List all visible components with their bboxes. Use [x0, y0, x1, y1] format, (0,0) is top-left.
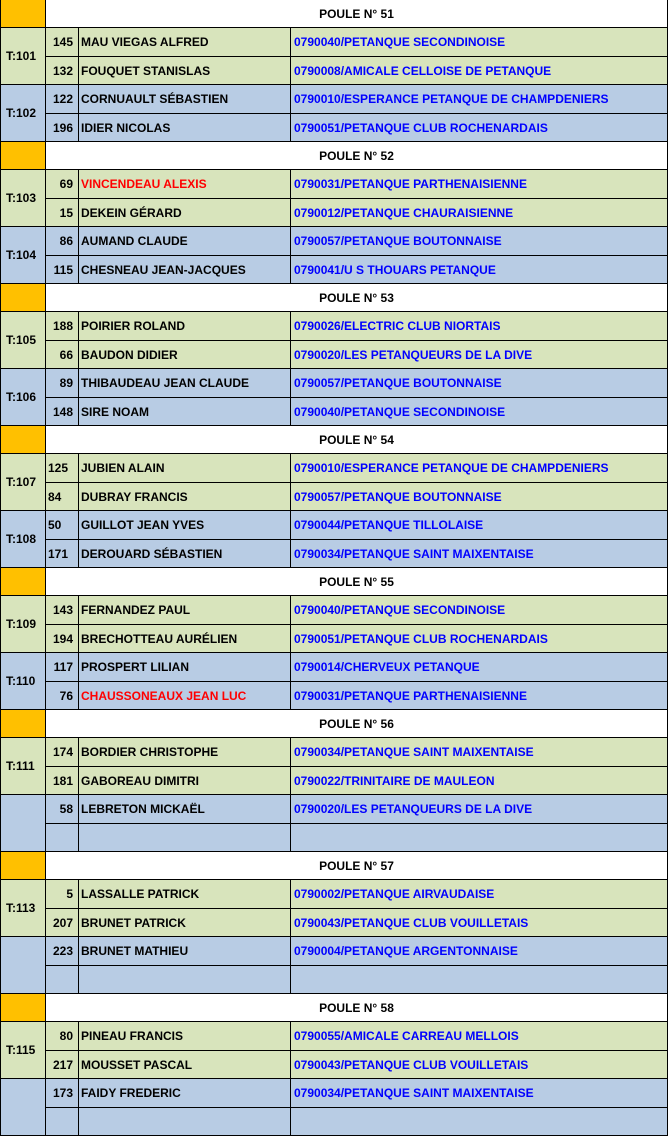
club-link[interactable]: 0790041/U S THOUARS PETANQUE — [291, 256, 668, 284]
player-name: MOUSSET PASCAL — [79, 1051, 291, 1079]
player-name: VINCENDEAU ALEXIS — [79, 170, 291, 198]
club-link[interactable]: 0790031/PETANQUE PARTHENAISIENNE — [291, 170, 668, 198]
player-row — [0, 937, 668, 965]
player-name: BRECHOTTEAU AURÉLIEN — [79, 625, 291, 653]
player-row — [0, 795, 668, 823]
club-link[interactable]: 0790040/PETANQUE SECONDINOISE — [291, 398, 668, 426]
poule-marker — [0, 994, 46, 1022]
poule-header-row — [0, 852, 668, 880]
player-row — [0, 511, 668, 539]
player-number — [46, 966, 79, 994]
poule-marker — [0, 0, 46, 28]
player-number: 207 — [46, 909, 79, 937]
club-link[interactable]: 0790055/AMICALE CARREAU MELLOIS — [291, 1022, 668, 1050]
player-row — [0, 1079, 668, 1107]
club-link[interactable]: 0790051/PETANQUE CLUB ROCHENARDAIS — [291, 625, 668, 653]
player-number: 143 — [46, 596, 79, 624]
club-link[interactable]: 0790040/PETANQUE SECONDINOISE — [291, 28, 668, 56]
club-link[interactable]: 0790022/TRINITAIRE DE MAULEON — [291, 767, 668, 795]
player-row — [0, 738, 668, 766]
poule-title: POULE N° 55 — [46, 568, 668, 596]
player-name: GABOREAU DIMITRI — [79, 767, 291, 795]
team-label: T:109 — [0, 596, 46, 653]
club-link[interactable]: 0790002/PETANQUE AIRVAUDAISE — [291, 880, 668, 908]
player-row — [0, 966, 668, 994]
poule-title: POULE N° 57 — [46, 852, 668, 880]
player-name: THIBAUDEAU JEAN CLAUDE — [79, 369, 291, 397]
player-number: 132 — [46, 57, 79, 85]
club-link[interactable]: 0790034/PETANQUE SAINT MAIXENTAISE — [291, 1079, 668, 1107]
player-row — [0, 540, 668, 568]
player-number: 145 — [46, 28, 79, 56]
player-number: 66 — [46, 341, 79, 369]
player-row — [0, 880, 668, 908]
club-link[interactable] — [291, 1108, 668, 1136]
poule-marker — [0, 852, 46, 880]
poule-title: POULE N° 52 — [46, 142, 668, 170]
club-link[interactable]: 0790043/PETANQUE CLUB VOUILLETAIS — [291, 909, 668, 937]
club-link[interactable]: 0790014/CHERVEUX PETANQUE — [291, 653, 668, 681]
team-label: T:104 — [0, 227, 46, 284]
player-row — [0, 483, 668, 511]
player-number: 89 — [46, 369, 79, 397]
poule-header-row — [0, 0, 668, 28]
player-row — [0, 57, 668, 85]
player-name: CHAUSSONEAUX JEAN LUC — [79, 682, 291, 710]
player-name: PROSPERT LILIAN — [79, 653, 291, 681]
team-label: T:107 — [0, 454, 46, 511]
club-link[interactable]: 0790034/PETANQUE SAINT MAIXENTAISE — [291, 540, 668, 568]
player-row — [0, 312, 668, 340]
player-row — [0, 596, 668, 624]
player-name: DEKEIN GÉRARD — [79, 199, 291, 227]
player-name: LASSALLE PATRICK — [79, 880, 291, 908]
player-name: SIRE NOAM — [79, 398, 291, 426]
player-name: FOUQUET STANISLAS — [79, 57, 291, 85]
player-number: 181 — [46, 767, 79, 795]
club-link[interactable]: 0790020/LES PETANQUEURS DE LA DIVE — [291, 341, 668, 369]
player-number: 125 — [46, 454, 79, 482]
team-label: T:113 — [0, 880, 46, 937]
poule-marker — [0, 142, 46, 170]
poule-marker — [0, 284, 46, 312]
player-number — [46, 824, 79, 852]
player-name: MAU VIEGAS ALFRED — [79, 28, 291, 56]
player-number — [46, 1108, 79, 1136]
player-row — [0, 85, 668, 113]
player-row — [0, 369, 668, 397]
team-label: T:103 — [0, 170, 46, 227]
player-row — [0, 909, 668, 937]
player-name: DEROUARD SÉBASTIEN — [79, 540, 291, 568]
player-row — [0, 398, 668, 426]
player-name — [79, 1108, 291, 1136]
club-link[interactable]: 0790004/PETANQUE ARGENTONNAISE — [291, 937, 668, 965]
player-number: 58 — [46, 795, 79, 823]
poule-header-row — [0, 994, 668, 1022]
team-label: T:102 — [0, 85, 46, 142]
team-label: T:110 — [0, 653, 46, 710]
player-name: DUBRAY FRANCIS — [79, 483, 291, 511]
club-link[interactable]: 0790010/ESPERANCE PETANQUE DE CHAMPDENIERS — [291, 454, 668, 482]
poule-title: POULE N° 54 — [46, 426, 668, 454]
club-link[interactable]: 0790008/AMICALE CELLOISE DE PETANQUE — [291, 57, 668, 85]
club-link[interactable]: 0790026/ELECTRIC CLUB NIORTAIS — [291, 312, 668, 340]
club-link[interactable]: 0790012/PETANQUE CHAURAISIENNE — [291, 199, 668, 227]
poule-title: POULE N° 58 — [46, 994, 668, 1022]
player-name — [79, 824, 291, 852]
player-row — [0, 1022, 668, 1050]
team-label: T:111 — [0, 738, 46, 795]
club-link[interactable] — [291, 824, 668, 852]
club-link[interactable]: 0790020/LES PETANQUEURS DE LA DIVE — [291, 795, 668, 823]
player-row — [0, 767, 668, 795]
poule-header-row — [0, 426, 668, 454]
poule-title: POULE N° 51 — [46, 0, 668, 28]
player-name: FAIDY FREDERIC — [79, 1079, 291, 1107]
player-number: 174 — [46, 738, 79, 766]
player-row — [0, 1108, 668, 1136]
player-row — [0, 341, 668, 369]
player-row — [0, 824, 668, 852]
player-name: IDIER NICOLAS — [79, 114, 291, 142]
player-number: 86 — [46, 227, 79, 255]
team-label: T:108 — [0, 511, 46, 568]
club-link[interactable]: 0790010/ESPERANCE PETANQUE DE CHAMPDENIERS — [291, 85, 668, 113]
player-name: GUILLOT JEAN YVES — [79, 511, 291, 539]
player-row — [0, 1051, 668, 1079]
player-row — [0, 682, 668, 710]
player-name: AUMAND CLAUDE — [79, 227, 291, 255]
club-link[interactable]: 0790057/PETANQUE BOUTONNAISE — [291, 483, 668, 511]
player-number: 217 — [46, 1051, 79, 1079]
player-number: 50 — [46, 511, 79, 539]
player-number: 117 — [46, 653, 79, 681]
player-name — [79, 966, 291, 994]
player-name: CORNUAULT SÉBASTIEN — [79, 85, 291, 113]
club-link[interactable]: 0790031/PETANQUE PARTHENAISIENNE — [291, 682, 668, 710]
player-name: CHESNEAU JEAN-JACQUES — [79, 256, 291, 284]
player-row — [0, 28, 668, 56]
club-link[interactable]: 0790034/PETANQUE SAINT MAIXENTAISE — [291, 738, 668, 766]
club-link[interactable]: 0790051/PETANQUE CLUB ROCHENARDAIS — [291, 114, 668, 142]
team-label: T:115 — [0, 1022, 46, 1079]
team-label: T:105 — [0, 312, 46, 369]
player-number: 122 — [46, 85, 79, 113]
player-number: 69 — [46, 170, 79, 198]
player-name: POIRIER ROLAND — [79, 312, 291, 340]
player-row — [0, 454, 668, 482]
poule-header-row — [0, 568, 668, 596]
player-name: JUBIEN ALAIN — [79, 454, 291, 482]
poule-title: POULE N° 56 — [46, 710, 668, 738]
player-row — [0, 625, 668, 653]
poule-marker — [0, 426, 46, 454]
player-number: 173 — [46, 1079, 79, 1107]
player-number: 171 — [46, 540, 79, 568]
club-link[interactable] — [291, 966, 668, 994]
club-link[interactable]: 0790057/PETANQUE BOUTONNAISE — [291, 369, 668, 397]
club-link[interactable]: 0790040/PETANQUE SECONDINOISE — [291, 596, 668, 624]
poule-title: POULE N° 53 — [46, 284, 668, 312]
player-row — [0, 227, 668, 255]
player-name: PINEAU FRANCIS — [79, 1022, 291, 1050]
player-number: 76 — [46, 682, 79, 710]
player-row — [0, 199, 668, 227]
player-number: 84 — [46, 483, 79, 511]
player-row — [0, 170, 668, 198]
player-number: 15 — [46, 199, 79, 227]
player-number: 194 — [46, 625, 79, 653]
player-name: BAUDON DIDIER — [79, 341, 291, 369]
poule-header-row — [0, 142, 668, 170]
player-number: 115 — [46, 256, 79, 284]
player-name: BORDIER CHRISTOPHE — [79, 738, 291, 766]
player-name: LEBRETON MICKAËL — [79, 795, 291, 823]
club-link[interactable]: 0790043/PETANQUE CLUB VOUILLETAIS — [291, 1051, 668, 1079]
player-number: 196 — [46, 114, 79, 142]
team-label: T:106 — [0, 369, 46, 426]
player-row — [0, 653, 668, 681]
club-link[interactable]: 0790057/PETANQUE BOUTONNAISE — [291, 227, 668, 255]
team-label: T:101 — [0, 28, 46, 85]
poule-marker — [0, 568, 46, 596]
poule-marker — [0, 710, 46, 738]
player-name: BRUNET PATRICK — [79, 909, 291, 937]
poule-header-row — [0, 284, 668, 312]
player-name: FERNANDEZ PAUL — [79, 596, 291, 624]
club-link[interactable]: 0790044/PETANQUE TILLOLAISE — [291, 511, 668, 539]
player-number: 188 — [46, 312, 79, 340]
player-number: 80 — [46, 1022, 79, 1050]
player-number: 223 — [46, 937, 79, 965]
player-row — [0, 114, 668, 142]
player-row — [0, 256, 668, 284]
player-number: 5 — [46, 880, 79, 908]
player-number: 148 — [46, 398, 79, 426]
player-name: BRUNET MATHIEU — [79, 937, 291, 965]
poule-header-row — [0, 710, 668, 738]
